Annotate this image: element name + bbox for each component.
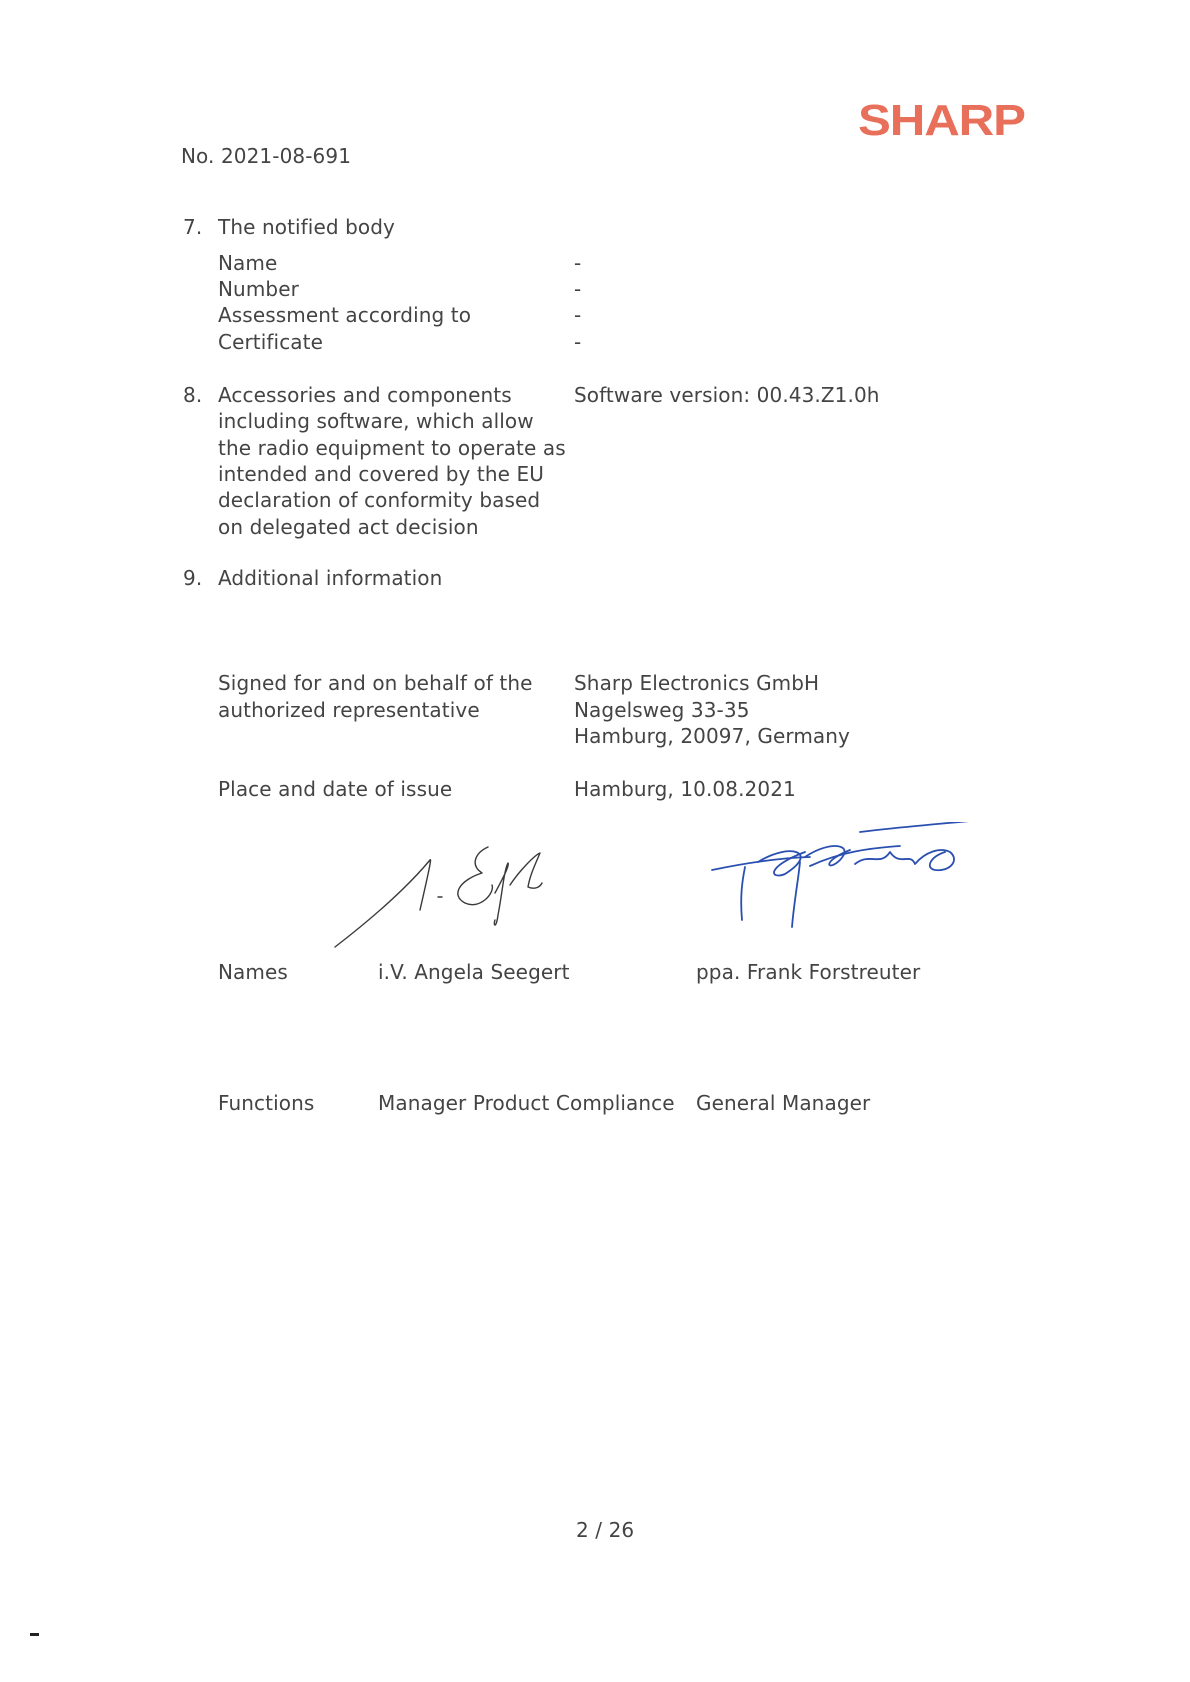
notified-body-name-label: Name [218, 251, 278, 275]
scan-mark [30, 1633, 39, 1636]
section-7-number: 7. [183, 215, 203, 239]
function-person-2: General Manager [696, 1091, 871, 1115]
section-8-line: intended and covered by the EU [218, 462, 544, 486]
certificate-value: - [574, 330, 582, 354]
section-7-title: The notified body [218, 215, 395, 239]
place-date-label: Place and date of issue [218, 777, 453, 801]
signed-label-line: authorized representative [218, 698, 480, 722]
section-8-line: including software, which allow [218, 409, 534, 433]
notified-body-number-label: Number [218, 277, 299, 301]
page-number: 2 / 26 [576, 1518, 635, 1542]
company-city: Hamburg, 20097, Germany [574, 724, 850, 748]
function-person-1: Manager Product Compliance [378, 1091, 675, 1115]
section-8-number: 8. [183, 383, 203, 407]
place-date-value: Hamburg, 10.08.2021 [574, 777, 796, 801]
section-8-line: declaration of conformity based [218, 488, 541, 512]
signed-label-line: Signed for and on behalf of the [218, 671, 533, 695]
company-name: Sharp Electronics GmbH [574, 671, 820, 695]
company-street: Nagelsweg 33-35 [574, 698, 750, 722]
notified-body-number-value: - [574, 277, 582, 301]
name-person-1: i.V. Angela Seegert [378, 960, 570, 984]
assessment-label: Assessment according to [218, 303, 472, 327]
sharp-logo: SHARP [858, 96, 1025, 145]
section-9-number: 9. [183, 566, 203, 590]
assessment-value: - [574, 303, 582, 327]
names-label: Names [218, 960, 288, 984]
section-8-line: Accessories and components [218, 383, 512, 407]
software-version: Software version: 00.43.Z1.0h [574, 383, 880, 407]
document-number: No. 2021-08-691 [181, 144, 352, 168]
section-9-title: Additional information [218, 566, 443, 590]
section-8-line: the radio equipment to operate as [218, 436, 566, 460]
signature-frank-forstreuter [710, 822, 980, 932]
section-8-line: on delegated act decision [218, 515, 479, 539]
functions-label: Functions [218, 1091, 315, 1115]
certificate-label: Certificate [218, 330, 323, 354]
signature-angela-seegert [330, 835, 590, 955]
notified-body-name-value: - [574, 251, 582, 275]
name-person-2: ppa. Frank Forstreuter [696, 960, 921, 984]
